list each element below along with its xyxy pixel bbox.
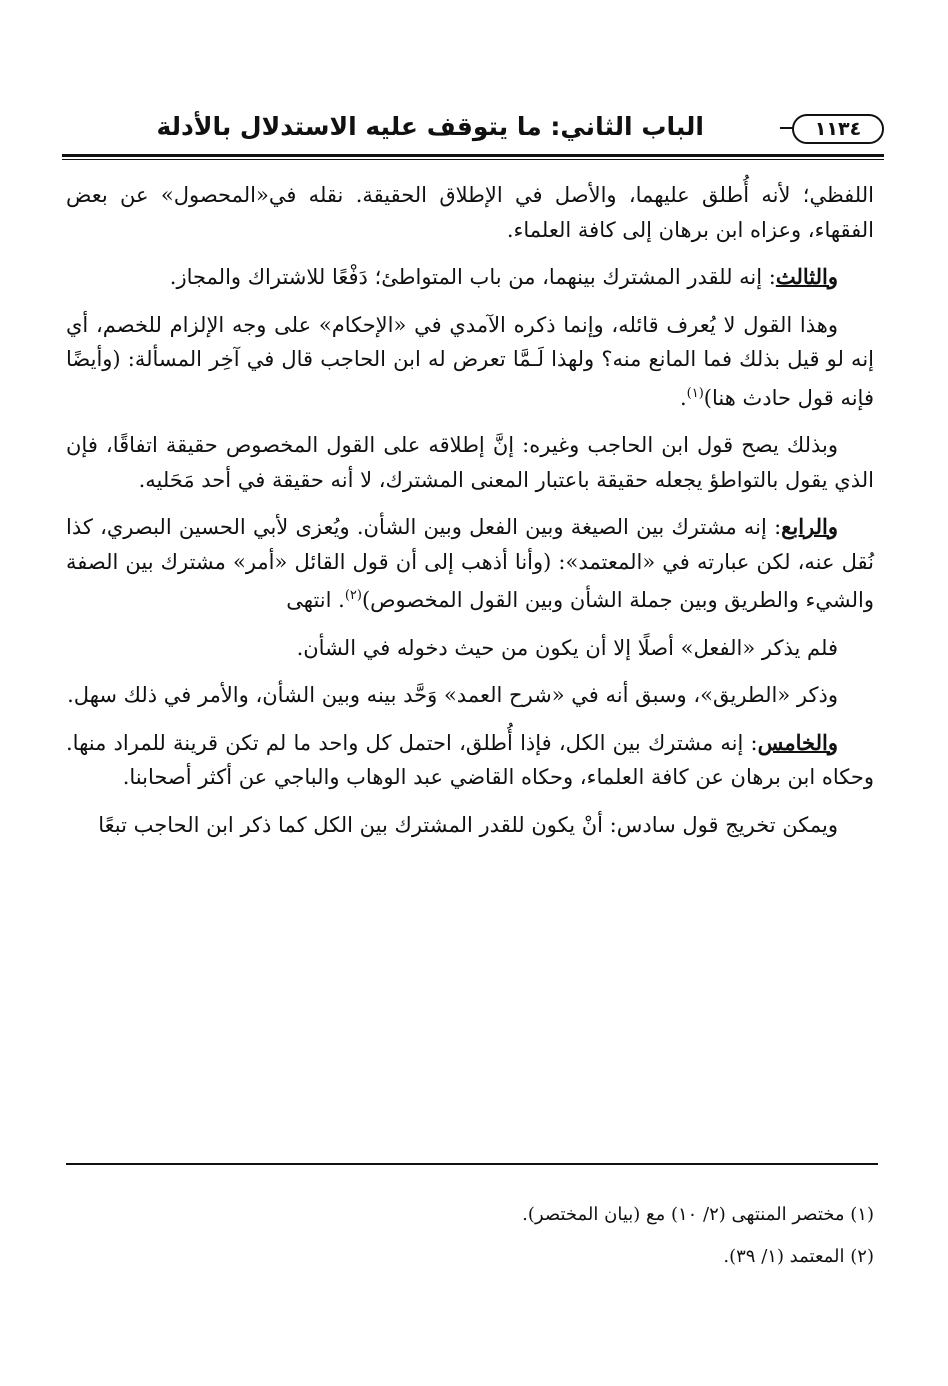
paragraph [66,178,874,247]
footnote: (١) مختصر المنتهى (٢/ ١٠) مع (بيان المختصر). [522,1204,874,1225]
paragraph-text: ويمكن تخريج قول سادس: أنْ يكون للقدر المشترك بين الكل كما ذكر ابن الحاجب تبعًا [98,812,838,837]
paragraph-text: : إنه للقدر المشترك بينهما، من باب المتواطئ؛ دَفْعًا للاشتراك والمجاز. [169,265,776,289]
header-rule [62,154,884,157]
paragraph-lead: والرابع [781,514,838,539]
paragraph [66,510,874,618]
paragraph-lead: والثالث [775,264,838,289]
page-number: ١١٣٤ [792,114,884,144]
paragraph-text: وذكر «الطريق»، وسبق أنه في «شرح العمد» وَحَّد بينه وبين الشأن، والأمر في ذلك سهل. [67,683,838,707]
chapter-title: الباب الثاني: ما يتوقف عليه الاستدلال بالأدلة [156,112,704,141]
paragraph [66,678,874,713]
paragraph-text: وهذا القول لا يُعرف قائله، وإنما ذكره الآمدي في «الإحكام» على وجه الإلزام للخصم، أي إنه لو قيل بذلك فما المانع منه؟ ولهذا لَـمَّا تعرض له ابن الحاجب قال في آخِر المسألة: (وأيضًا فإنه قول حادث هنا) [66,312,874,410]
footnote-ref: (١) [686,385,704,401]
paragraph-text: : إنه مشترك بين الصيغة وبين الفعل وبين الشأن. ويُعزى لأبي الحسين البصري، كذا نُقل عنه، لكن عبارته في «المعتمد»: (وأنا أذهب إلى أن قول القائل «أمر» مشترك بين الصفة والشيء والطريق وبين جملة الشأن وبين القول المخصوص) [66,515,874,612]
paragraph [66,726,874,795]
page-header [62,108,884,154]
paragraph-text: فلم يذكر «الفعل» أصلًا إلا أن يكون من حيث دخوله في الشأن. [296,635,838,660]
paragraph [66,428,874,497]
footnote-separator [66,1163,878,1165]
paragraph [66,631,874,666]
footnotes [66,1198,874,1282]
main-text [66,178,874,855]
paragraph-text: وبذلك يصح قول ابن الحاجب وغيره: إنَّ إطلاقه على القول المخصوص حقيقة اتفاقًا، فإن الذي يقول بالتواطؤ يجعله حقيقة باعتبار المعنى المشترك، لا أنه حقيقة في أحد مَحَليه. [66,433,874,492]
paragraph [66,260,874,295]
paragraph-text: : إنه مشترك بين الكل، فإذا أُطلق، احتمل كل واحد ما لم تكن قرينة للمراد منها. وحكاه ابن برهان عن كافة العلماء، وحكاه القاضي عبد الوهاب والباجي عن أكثر أصحابنا. [66,730,874,789]
header-rule-thin [62,159,884,160]
paragraph [66,808,874,843]
paragraph [66,308,874,416]
paragraph-lead: والخامس [757,729,838,755]
footnote: (٢) المعتمد (١/ ٣٩). [723,1246,874,1267]
paragraph-tail: . انتهى [286,588,345,612]
paragraph-tail: . [679,385,687,410]
footnote-ref: (٢) [344,588,362,603]
paragraph-text: اللفظي؛ لأنه أُطلق عليهما، والأصل في الإطلاق الحقيقة. نقله في«المحصول» عن بعض الفقهاء، وعزاه ابن برهان إلى كافة العلماء. [66,183,874,242]
